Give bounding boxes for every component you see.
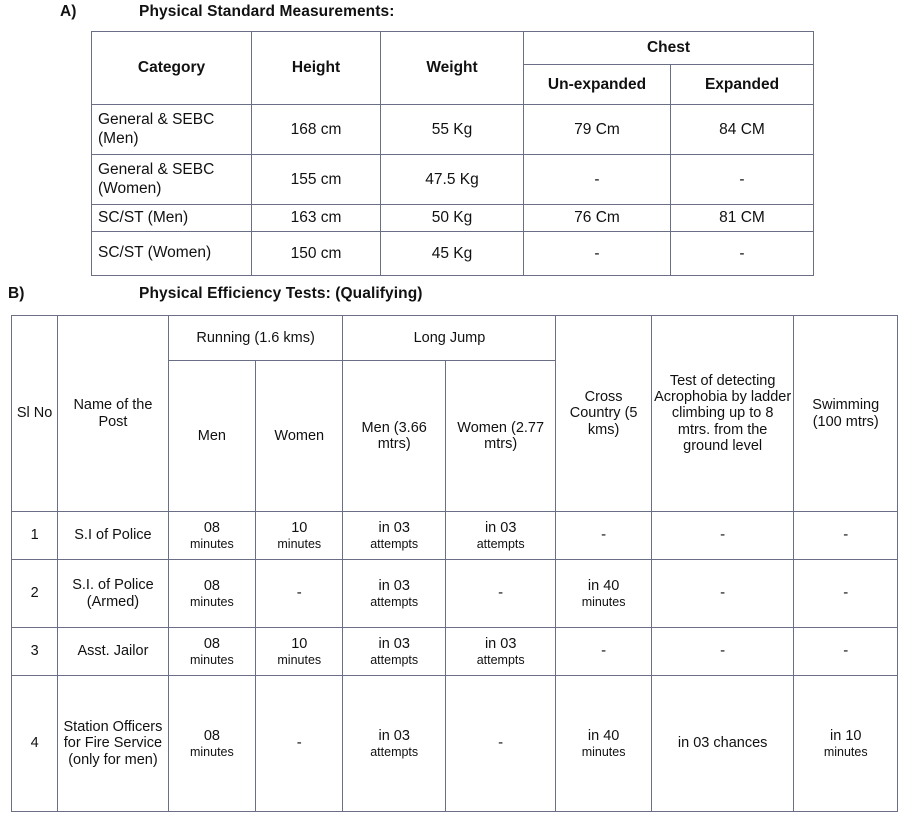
- cell-cross-country: [556, 560, 651, 628]
- value: -: [498, 734, 504, 752]
- value: -: [601, 526, 607, 544]
- cell-category: General & SEBC (Men): [92, 105, 252, 155]
- section-b-title: Physical Efficiency Tests: (Qualifying): [139, 285, 423, 302]
- value: in 03: [378, 578, 410, 595]
- value: -: [296, 584, 302, 602]
- header-height: Height: [252, 32, 381, 105]
- unit: attempts: [370, 652, 419, 667]
- unit: attempts: [476, 536, 525, 551]
- cell-sl-no: 1: [12, 512, 58, 560]
- value: -: [601, 642, 607, 660]
- value: -: [843, 642, 849, 660]
- cell-running-women: [256, 512, 343, 560]
- value: in 03: [484, 520, 517, 537]
- cell-sl-no: 2: [12, 560, 58, 628]
- unit: minutes: [189, 744, 234, 759]
- cell-long-jump-women: [445, 560, 555, 628]
- unit: attempts: [476, 652, 525, 667]
- header-sl-no: Sl No: [12, 316, 58, 512]
- header-chest-unexpanded: Un-expanded: [524, 65, 671, 105]
- value: 08: [203, 636, 220, 653]
- header-acrophobia: Test of detecting Acrophobia by ladder climbing up to 8 mtrs. from the ground level: [651, 316, 794, 512]
- header-weight: Weight: [381, 32, 524, 105]
- value: in 03: [378, 728, 410, 745]
- section-a-title: Physical Standard Measurements:: [139, 3, 395, 20]
- efficiency-table-body: [12, 512, 898, 812]
- cell-post-name: S.I. of Police (Armed): [58, 560, 168, 628]
- header-running-women: Women: [256, 361, 343, 512]
- unit: minutes: [189, 594, 234, 609]
- table-row: [12, 628, 898, 676]
- cell-category: SC/ST (Men): [92, 205, 252, 232]
- value: in 03 chances: [677, 735, 768, 752]
- cell-height: 150 cm: [252, 232, 381, 276]
- cell-running-men: [168, 676, 255, 812]
- table-row: [92, 232, 814, 276]
- cell-swimming: [794, 560, 898, 628]
- unit: attempts: [370, 536, 419, 551]
- header-running-men: Men: [168, 361, 255, 512]
- efficiency-header-row-group: [12, 316, 898, 361]
- cell-post-name: Station Officers for Fire Service (only for men): [58, 676, 168, 812]
- cell-weight: 50 Kg: [381, 205, 524, 232]
- header-cross-country: Cross Country (5 kms): [556, 316, 651, 512]
- standards-table-head: [92, 32, 814, 105]
- table-row: [92, 155, 814, 205]
- header-chest-group: Chest: [524, 32, 814, 65]
- cell-swimming: [794, 512, 898, 560]
- value: -: [720, 526, 726, 544]
- header-swimming: Swimming (100 mtrs): [794, 316, 898, 512]
- value: 10: [291, 520, 308, 537]
- cell-running-men: [168, 512, 255, 560]
- value: in 03: [484, 636, 517, 653]
- section-b-letter: B): [8, 285, 25, 302]
- cell-category: General & SEBC (Women): [92, 155, 252, 205]
- cell-running-women: [256, 676, 343, 812]
- cell-height: 168 cm: [252, 105, 381, 155]
- cell-chest-unexpanded: -: [524, 155, 671, 205]
- cell-cross-country: [556, 676, 651, 812]
- unit: attempts: [370, 594, 419, 609]
- cell-long-jump-women: [445, 512, 555, 560]
- cell-long-jump-men: [343, 512, 445, 560]
- header-chest-expanded: Expanded: [671, 65, 814, 105]
- header-post-name: Name of the Post: [58, 316, 168, 512]
- header-long-jump-group: Long Jump: [343, 316, 556, 361]
- cell-cross-country: [556, 628, 651, 676]
- cell-post-name: S.I of Police: [58, 512, 168, 560]
- table-row: [92, 105, 814, 155]
- value: in 10: [830, 728, 862, 745]
- table-row: [92, 205, 814, 232]
- unit: attempts: [370, 744, 419, 759]
- cell-acrophobia: [651, 628, 794, 676]
- value: 08: [203, 728, 220, 745]
- cell-post-name: Asst. Jailor: [58, 628, 168, 676]
- cell-long-jump-men: [343, 560, 445, 628]
- cell-weight: 47.5 Kg: [381, 155, 524, 205]
- value: 08: [203, 520, 220, 537]
- header-running-group: Running (1.6 kms): [168, 316, 343, 361]
- header-long-jump-women: Women (2.77 mtrs): [445, 361, 555, 512]
- table-row: [12, 512, 898, 560]
- cell-chest-expanded: 81 CM: [671, 205, 814, 232]
- cell-sl-no: 4: [12, 676, 58, 812]
- cell-chest-unexpanded: 76 Cm: [524, 205, 671, 232]
- header-category: Category: [92, 32, 252, 105]
- table-row: [12, 676, 898, 812]
- cell-chest-expanded: -: [671, 232, 814, 276]
- cell-long-jump-men: [343, 628, 445, 676]
- cell-swimming: [794, 628, 898, 676]
- cell-height: 155 cm: [252, 155, 381, 205]
- physical-standards-table: [91, 31, 814, 276]
- cell-running-men: [168, 628, 255, 676]
- cell-cross-country: [556, 512, 651, 560]
- unit: minutes: [277, 652, 322, 667]
- value: in 40: [587, 578, 620, 595]
- cell-long-jump-women: [445, 628, 555, 676]
- unit: minutes: [823, 744, 868, 759]
- cell-weight: 55 Kg: [381, 105, 524, 155]
- unit: minutes: [581, 594, 626, 609]
- cell-category: SC/ST (Women): [92, 232, 252, 276]
- value: -: [498, 584, 504, 602]
- value: -: [843, 584, 849, 602]
- unit: minutes: [189, 652, 234, 667]
- unit: minutes: [581, 744, 626, 759]
- cell-long-jump-men: [343, 676, 445, 812]
- value: -: [720, 584, 726, 602]
- table-row: [12, 560, 898, 628]
- header-long-jump-men: Men (3.66 mtrs): [343, 361, 445, 512]
- cell-chest-unexpanded: 79 Cm: [524, 105, 671, 155]
- standards-header-row-group: [92, 32, 814, 65]
- cell-acrophobia: [651, 676, 794, 812]
- cell-running-women: [256, 560, 343, 628]
- cell-chest-expanded: 84 CM: [671, 105, 814, 155]
- value: -: [843, 526, 849, 544]
- value: -: [296, 734, 302, 752]
- value: 08: [203, 578, 220, 595]
- cell-swimming: [794, 676, 898, 812]
- standards-table-body: [92, 105, 814, 276]
- cell-chest-expanded: -: [671, 155, 814, 205]
- value: in 03: [378, 520, 410, 537]
- value: 10: [291, 636, 308, 653]
- cell-long-jump-women: [445, 676, 555, 812]
- section-a-letter: A): [60, 3, 77, 20]
- cell-acrophobia: [651, 512, 794, 560]
- cell-weight: 45 Kg: [381, 232, 524, 276]
- value: -: [720, 642, 726, 660]
- efficiency-table-head: [12, 316, 898, 512]
- cell-running-women: [256, 628, 343, 676]
- cell-running-men: [168, 560, 255, 628]
- cell-chest-unexpanded: -: [524, 232, 671, 276]
- cell-acrophobia: [651, 560, 794, 628]
- unit: minutes: [189, 536, 234, 551]
- unit: minutes: [277, 536, 322, 551]
- value: in 03: [378, 636, 410, 653]
- cell-sl-no: 3: [12, 628, 58, 676]
- physical-efficiency-table: [11, 315, 898, 812]
- value: in 40: [587, 728, 620, 745]
- cell-height: 163 cm: [252, 205, 381, 232]
